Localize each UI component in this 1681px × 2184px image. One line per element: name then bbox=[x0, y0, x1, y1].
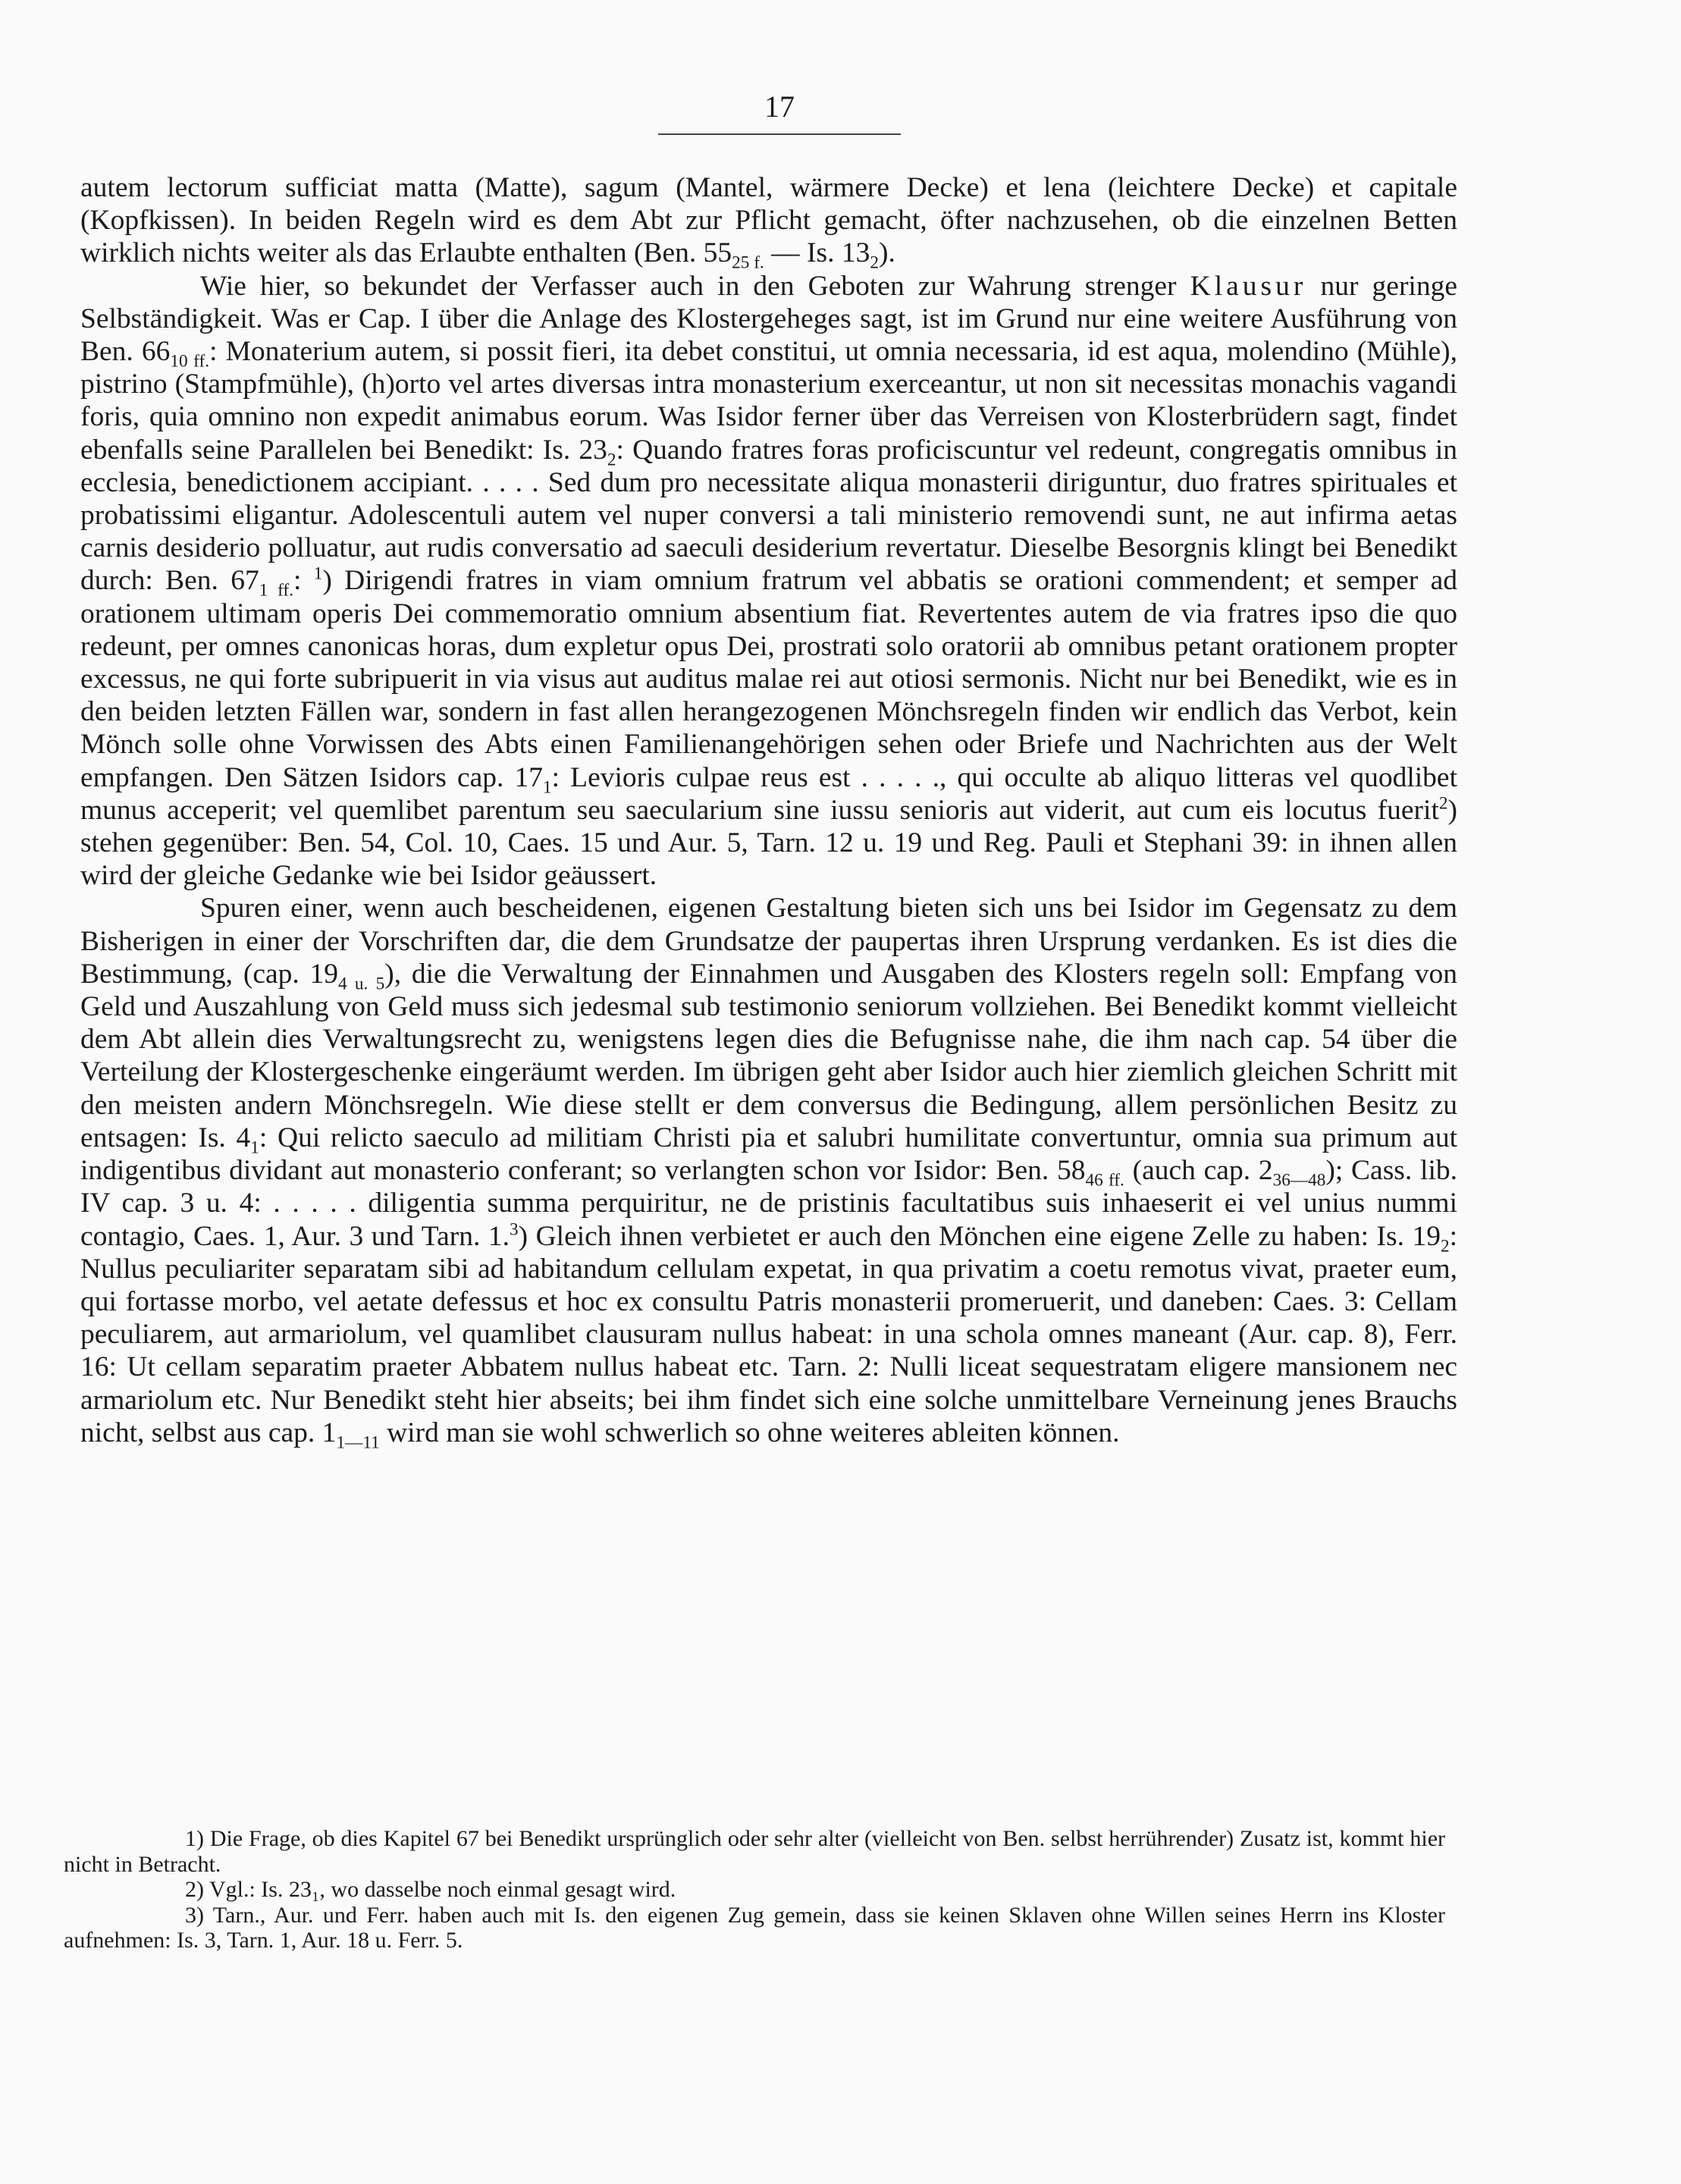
text-run: ); Cass. lib. IV cap. 3 u. 4: . . . . . diligentia summa perquiritur, ne de pristinis facultatibus suis inhaeserit ei vel unius nummi contagio, Caes. 1, Aur. 3 und Tarn. 1. bbox=[80, 1155, 1457, 1252]
subscript-reference: 4 u. 5 bbox=[338, 974, 385, 994]
footnote: 1) Die Frage, ob dies Kapitel 67 bei Benedikt ursprünglich oder sehr alter (vielleicht von Ben. selbst herrührender) Zusatz ist, kommt hier nicht in Betracht. bbox=[64, 1826, 1445, 1877]
subscript-reference: 1 bbox=[250, 1138, 259, 1158]
footnote-marker: 1 bbox=[313, 563, 323, 584]
text-run: — Is. 13 bbox=[764, 237, 870, 269]
footnote-marker: 2 bbox=[1438, 793, 1448, 814]
text-run: : Levioris culpae reus est . . . . ., qui occulte ab aliquo litteras vel quodlibet munus acceperit; vel quemlibet parentum seu saecularium sine iussu senioris aut viderit, aut cum eis locutus fuerit bbox=[80, 761, 1457, 826]
text-run: Wie hier, so bekundet der Verfasser auch in den Geboten zur Wahrung strenger bbox=[200, 270, 1190, 302]
text-run: : Quando fratres foras proficiscuntur vel redeunt, congregatis omnibus in ecclesia, benedictionem accipiant. . . . . Sed dum pro necessitate aliqua monasterii diriguntur, duo fratres spirituales et probatissimi eligantur. Adolescentuli autem vel nuper conversi a tali ministerio removendi sunt, ne aut infirma aetas carnis desiderio polluatur, aut rudis conversatio ad saeculi desiderium revertatur. Dieselbe Besorgnis klingt bei Benedikt durch: Ben. 67 bbox=[80, 434, 1458, 597]
text-run: : bbox=[293, 565, 314, 597]
text-run: ) Dirigendi fratres in viam omnium fratrum vel abbatis se orationi commendent; et semper ad orationem ultimam operis Dei commemoratio omnium absentium fiat. Revertentes autem de via fratres ipso die quo redeunt, per omnes canonicas horas, dum expletur opus Dei, prostrati solo oratorii ab omnibus petant orationem propter excessus, ne qui forte subripuerit in via visus aut auditus malae rei aut otiosi sermonis. Nicht nur bei Benedikt, wie es in den beiden letzten Fällen war, sondern in fast allen herangezogenen Mönchsregeln finden wir endlich das Verbot, kein Mönch solle ohne Vorwissen des Abts einen Familienangehörigen sehen oder Briefe und Nachrichten aus der Welt empfangen. Den Sätzen Isidors cap. 17 bbox=[80, 565, 1457, 793]
paragraph bbox=[80, 270, 1457, 893]
text-run: : Qui relicto saeculo ad militiam Christi pia et salubri humilitate convertuntur, omnia sua primum aut indigentibus dividant aut monasterio conferant; so verlangten schon vor Isidor: Ben. 58 bbox=[80, 1122, 1457, 1187]
footnotes bbox=[64, 1826, 1445, 1953]
page-number-rule bbox=[658, 133, 901, 135]
main-text bbox=[80, 171, 1458, 1453]
subscript-reference: 10 ff. bbox=[170, 351, 210, 372]
text-run: Spuren einer, wenn auch bescheidenen, eigenen Gestaltung bieten sich uns bei Isidor im Gegensatz zu dem Bisherigen in einer der Vorschriften dar, die dem Grundsatze der paupertas ihren Ursprung verdanken. Es ist dies die Bestimmung, (cap. 19 bbox=[80, 893, 1457, 990]
subscript-reference: 46 ff. bbox=[1085, 1170, 1124, 1191]
subscript-reference: 2 bbox=[870, 253, 879, 273]
subscript-reference: 2 bbox=[607, 450, 616, 470]
subscript-reference: 1 bbox=[543, 777, 552, 798]
text-run: nur geringe Selbständigkeit. Was er Cap. I über die Anlage des Klostergeheges sagt, ist im Grund nur eine weitere Ausführung von Ben. 66 bbox=[80, 270, 1457, 368]
text-run: ). bbox=[878, 237, 895, 269]
paragraph bbox=[80, 892, 1458, 1453]
footnote: 3) Tarn., Aur. und Ferr. haben auch mit Is. den eigenen Zug gemein, dass sie keinen Sklaven ohne Willen seines Herrn ins Kloster aufnehmen: Is. 3, Tarn. 1, Aur. 18 u. Ferr. 5. bbox=[64, 1902, 1445, 1953]
text-run: ), die die Verwaltung der Einnahmen und Ausgaben des Klosters regeln soll: Empfang von Geld und Auszahlung von Geld muss sich jedesmal sub testimonio seniorum vollziehen. Bei Benedikt kommt vielleicht dem Abt allein dies Verwaltungsrecht zu, wenigstens legen dies die Befugnisse nahe, die ihm nach cap. 54 über die Verteilung der Klostergeschenke eingeräumt werden. Im übrigen geht aber Isidor auch hier ziemlich gleichen Schritt mit den meisten andern Mönchsregeln. Wie diese stellt er dem conversus die Bedingung, allem persönlichen Besitz zu entsagen: Is. 4 bbox=[80, 958, 1458, 1153]
text-run: : Monaterium autem, si possit fieri, ita debet constitui, ut omnia necessaria, id est aqua, molendino (Mühle), pistrino (Stampfmühle), (h)orto vel artes diversas intra monasterium exerceantur, ut non sit necessitas monachis vagandi foris, quia omnino non expedit animabus eorum. Was Isidor ferner über das Verreisen von Klosterbrüdern sagt, findet ebenfalls seine Parallelen bei Benedikt: Is. 23 bbox=[80, 336, 1457, 466]
subscript-reference: 1—11 bbox=[336, 1432, 380, 1453]
text-run: (auch cap. 2 bbox=[1124, 1155, 1273, 1187]
text-run: wird man sie wohl schwerlich so ohne weiteres ableiten können. bbox=[379, 1417, 1120, 1448]
footnote-marker: 3 bbox=[509, 1219, 519, 1239]
subscript-reference: 1 ff. bbox=[259, 580, 293, 601]
text-run: autem lectorum sufficiat matta (Matte), sagum (Mantel, wärmere Decke) et lena (leichtere Decke) et capitale (Kopfkissen). In beiden Regeln wird es dem Abt zur Pflicht gemacht, öfter nachzusehen, ob die einzelnen Betten wirklich nichts weiter als das Erlaubte enthalten (Ben. 55 bbox=[80, 172, 1457, 269]
subscript-reference: 25 f. bbox=[732, 253, 764, 273]
text-run: : Nullus peculiariter separatam sibi ad habitandum cellulam expetat, in qua privatim a coetu remotus vivat, praeter eum, qui fortasse morbo, vel aetate defessus et hoc ex consultu Patris monasterii promeruerit, und daneben: Caes. 3: Cellam peculiarem, aut armariolum, vel quamlibet clausuram nullus habeat: in una schola omnes maneant (Aur. cap. 8), Ferr. 16: Ut cellam separatim praeter Abbatem nullus habeat etc. Tarn. 2: Nulli liceat sequestratam eligere mansionem nec armariolum etc. Nur Benedikt steht hier abseits; bei ihm findet sich eine solche unmittelbare Verneinung jenes Brauchs nicht, selbst aus cap. 1 bbox=[80, 1220, 1457, 1448]
paragraph bbox=[80, 171, 1457, 273]
text-run: ) stehen gegenüber: Ben. 54, Col. 10, Caes. 15 und Aur. 5, Tarn. 12 u. 19 und Reg. Pauli et Stephani 39: in ihnen allen wird der gleiche Gedanke wie bei Isidor geäussert. bbox=[80, 794, 1457, 892]
subscript-reference: 2 bbox=[1440, 1236, 1450, 1256]
footnote: 2) Vgl.: Is. 23₁, wo dasselbe noch einmal gesagt wird. bbox=[185, 1877, 676, 1902]
text-run: Klausur bbox=[1190, 270, 1307, 302]
text-run: ) Gleich ihnen verbietet er auch den Mönchen eine eigene Zelle zu haben: Is. 19 bbox=[518, 1220, 1441, 1252]
subscript-reference: 36—48 bbox=[1272, 1170, 1326, 1191]
page-number: 17 bbox=[764, 89, 795, 124]
